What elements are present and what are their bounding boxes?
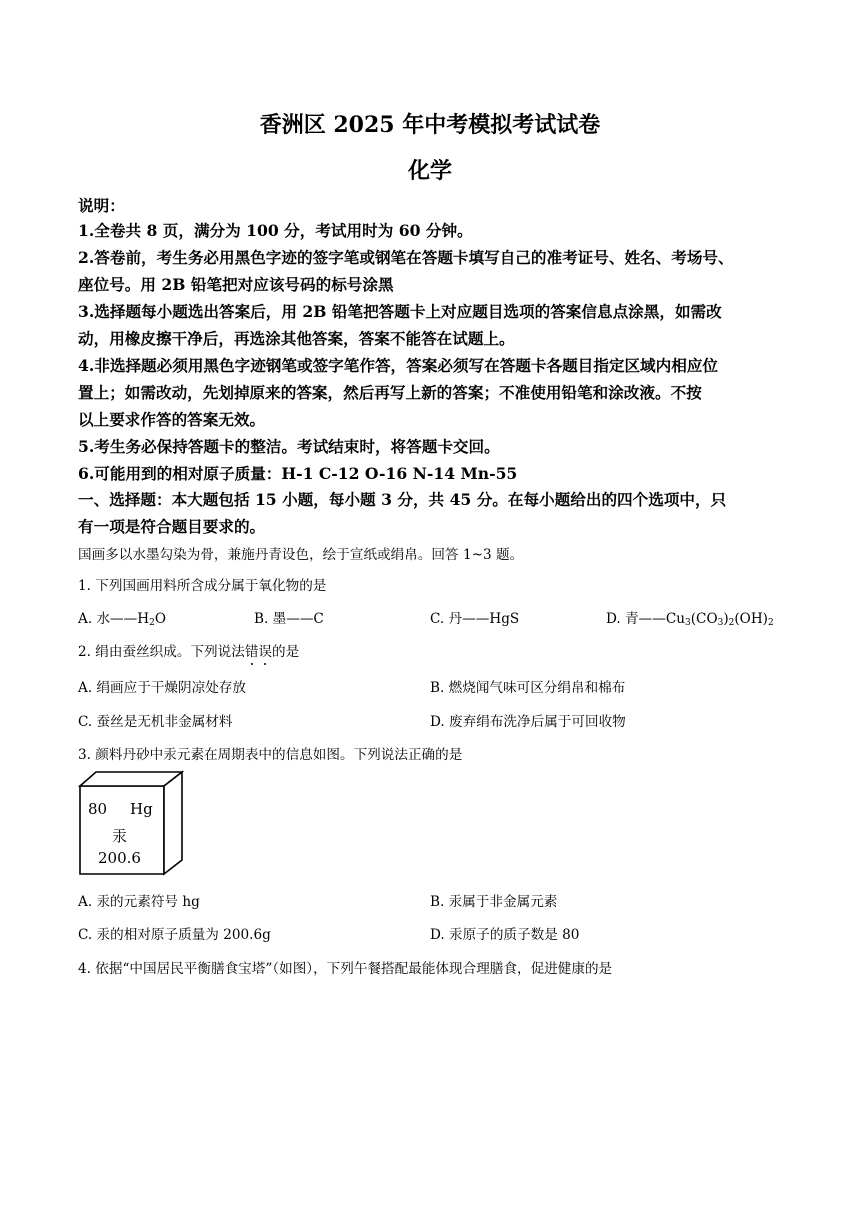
instruction-line: 动，用橡皮擦干净后，再选涂其他答案，答案不能答在试题上。 bbox=[78, 329, 515, 348]
element-atomic-mass: 200.6 bbox=[98, 849, 141, 867]
instructions-heading: 说明： bbox=[78, 196, 125, 215]
instruction-line: 置上；如需改动，先划掉原来的答案，然后再写上新的答案；不准使用铅笔和涂改液。不按 bbox=[78, 383, 702, 402]
q1-option-a: A. 水$——H_2O$ bbox=[78, 611, 166, 628]
q3-option-c: C. 汞的相对原子质量为 200.6g bbox=[78, 927, 271, 943]
subject-title: 化学 bbox=[407, 158, 452, 184]
instruction-line: 2.答卷前，考生务必用黑色字迹的签字笔或钢笔在答题卡填写自己的准考证号、姓名、考场号、 bbox=[78, 248, 734, 267]
question-4-stem: 4. 依据“中国居民平衡膳食宝塔”（如图），下列午餐搭配最能体现合理膳食，促进健康的是 bbox=[78, 961, 613, 977]
element-atomic-number: 80 bbox=[88, 800, 108, 818]
q1-option-c: C. 丹——HgS bbox=[430, 611, 520, 627]
section-heading: 一、选择题：本大题包括 15 小题，每小题 3 分，共 45 分。在每小题给出的四个选项中，只 bbox=[78, 490, 727, 509]
q2-option-d: D. 废弃绢布洗净后属于可回收物 bbox=[430, 714, 626, 730]
question-2-stem: 2. 绢由蚕丝织成。下列说法错误的是 bbox=[78, 644, 300, 660]
instruction-line: 以上要求作答的答案无效。 bbox=[78, 410, 266, 429]
section-intro: 国画多以水墨勾染为骨，兼施丹青设色，绘于宣纸或绢帛。回答 1~3 题。 bbox=[78, 547, 524, 563]
q2-option-a: A. 绢画应于干燥阴凉处存放 bbox=[78, 680, 246, 696]
q3-option-b: B. 汞属于非金属元素 bbox=[430, 894, 558, 910]
exam-title: 香洲区 2025 年中考模拟考试试卷 bbox=[259, 112, 601, 138]
question-3-stem: 3. 颜料丹砂中汞元素在周期表中的信息如图。下列说法正确的是 bbox=[78, 747, 463, 763]
q1-option-b: B. 墨——C bbox=[254, 611, 324, 627]
q1-option-d: D. 青$——Cu_3(CO_3)_2(OH)_2$ bbox=[606, 611, 774, 628]
element-cell-figure bbox=[78, 770, 190, 880]
q3-option-a: A. 汞的元素符号 hg bbox=[78, 894, 200, 910]
instruction-line: 3.选择题每小题选出答案后，用 2B 铅笔把答题卡上对应题目选项的答案信息点涂黑，如需改 bbox=[78, 302, 722, 321]
q2-option-c: C. 蚕丝是无机非金属材料 bbox=[78, 714, 233, 730]
element-symbol: Hg bbox=[130, 800, 153, 818]
question-1-stem: 1. 下列国画用料所含成分属于氧化物的是 bbox=[78, 578, 327, 594]
instruction-line: 座位号。用 2B 铅笔把对应该号码的标号涂黑 bbox=[78, 275, 394, 294]
section-heading: 有一项是符合题目要求的。 bbox=[78, 517, 266, 536]
instruction-line: 5.考生务必保持答题卡的整洁。考试结束时，将答题卡交回。 bbox=[78, 437, 500, 456]
q3-option-d: D. 汞原子的质子数是 80 bbox=[430, 927, 580, 943]
element-name: 汞 bbox=[112, 827, 128, 845]
instruction-line: 6.可能用到的相对原子质量：H-1 C-12 O-16 N-14 Mn-55 bbox=[78, 464, 518, 483]
emphasis-mark: 错 bbox=[244, 644, 259, 660]
emphasis-mark: 误 bbox=[258, 644, 273, 660]
instruction-line: 1.全卷共 8 页，满分为 100 分，考试用时为 60 分钟。 bbox=[78, 221, 473, 240]
q2-option-b: B. 燃烧闻气味可区分绢帛和棉布 bbox=[430, 680, 626, 696]
instruction-line: 4.非选择题必须用黑色字迹钢笔或签字笔作答，答案必须写在答题卡各题目指定区域内相应位 bbox=[78, 356, 719, 375]
